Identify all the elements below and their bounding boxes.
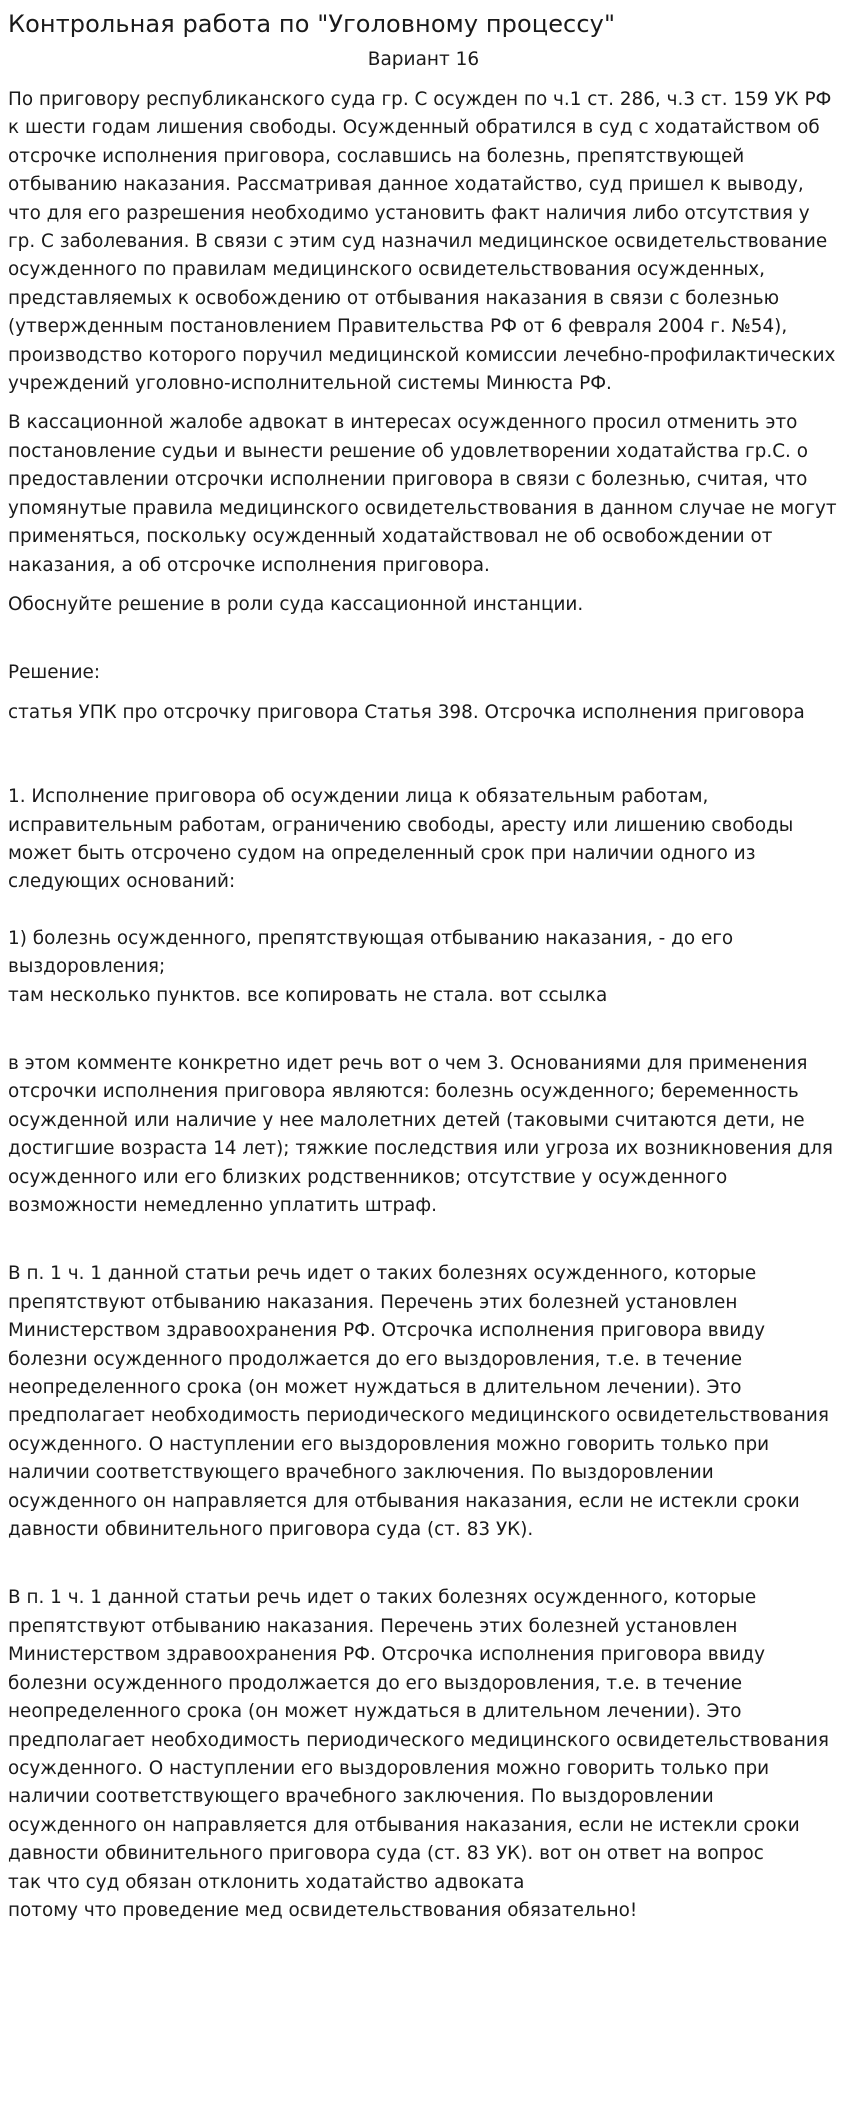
solution-article-text: 1. Исполнение приговора об осуждении лица к обязательным работам, исправительным работам, ограничению свободы, аресту или лишению свободы может быть отсрочено судом на определенный срок при наличии одного из следующих оснований:: [8, 786, 794, 893]
solution-note: там несколько пунктов. все копировать не стала. вот ссылка: [8, 984, 608, 1006]
document-title: Контрольная работа по "Уголовному процессу": [8, 10, 616, 38]
solution-commentary: в этом комменте конкретно идет речь вот о чем 3. Основаниями для применения отсрочки исполнения приговора являются: болезнь осужденного; беременность осужденной или наличие у нее малолетних детей (таковыми считаются дети, не достигшие возраста 14 лет); тяжкие последствия или угроза их возникновения для осужденного или его близких родственников; отсутствие у осужденного возможности немедленно уплатить штраф.: [8, 1052, 833, 1216]
variant-label: Вариант 16: [367, 49, 480, 70]
task-paragraph-1: По приговору республиканского суда гр. С осужден по ч.1 ст. 286, ч.3 ст. 159 УК РФ к шести годам лишения свободы. Осужденный обратился в суд с ходатайством об отсрочке исполнения приговора, сославшись на болезнь, препятствующей отбыванию наказания. Рассматривая данное ходатайство, суд пришел к выводу, что для его разрешения необходимо установить факт наличия либо отсутствия у гр. С заболевания. В связи с этим суд назначил медицинское освидетельствование осужденного по правилам медицинского освидетельствования осужденных, представляемых к освобождению от отбывания наказания в связи с болезнью (утвержденным постановлением Правительства РФ от 6 февраля 2004 г. №54), производство которого поручил медицинской комиссии лечебно-профилактических учреждений уголовно-исполнительной системы Минюста РФ.: [8, 89, 836, 395]
solution-explanation-1: В п. 1 ч. 1 данной статьи речь идет о таких болезнях осужденного, которые препятствуют отбыванию наказания. Перечень этих болезней установлен Министерством здравоохранения РФ. Отсрочка исполнения приговора ввиду болезни осужденного продолжается до его выздоровления, т.е. в течение неопределенного срока (он может нуждаться в длительном лечении). Это предполагает необходимость периодического медицинского освидетельствования осужденного. О наступлении его выздоровления можно говорить только при наличии соответствующего врачебного заключения. По выздоровлении осужденного он направляется для отбывания наказания, если не истекли сроки давности обвинительного приговора суда (ст. 83 УК).: [8, 1263, 829, 1541]
solution-explanation-2: В п. 1 ч. 1 данной статьи речь идет о таких болезнях осужденного, которые препятствуют отбыванию наказания. Перечень этих болезней установлен Министерством здравоохранения РФ. Отсрочка исполнения приговора ввиду болезни осужденного продолжается до его выздоровления, т.е. в течение неопределенного срока (он может нуждаться в длительном лечении). Это предполагает необходимость периодического медицинского освидетельствования осужденного. О наступлении его выздоровления можно говорить только при наличии соответствующего врачебного заключения. По выздоровлении осужденного он направляется для отбывания наказания, если не истекли сроки давности обвинительного приговора суда (ст. 83 УК). вот он ответ на вопрос: [8, 1587, 829, 1865]
solution-article-reference: статья УПК про отсрочку приговора Статья 398. Отсрочка исполнения приговора: [8, 701, 805, 723]
task-question: Обоснуйте решение в роли суда кассационной инстанции.: [8, 593, 584, 615]
task-paragraph-2: В кассационной жалобе адвокат в интересах осужденного просил отменить это постановление судьи и вынести решение об удовлетворении ходатайства гр.С. о предоставлении отсрочки исполнении приговора в связи с болезнью, считая, что упомянутые правила медицинского освидетельствования в данном случае не могут применяться, поскольку осужденный ходатайствовал не об освобождении от наказания, а об отсрочке исполнения приговора.: [8, 412, 837, 576]
solution-conclusion-1: так что суд обязан отклонить ходатайство адвоката: [8, 1871, 525, 1893]
solution-ground-1: 1) болезнь осужденного, препятствующая отбыванию наказания, - до его выздоровления;: [8, 927, 734, 978]
solution-conclusion-2: потому что проведение мед освидетельствования обязательно!: [8, 1899, 638, 1921]
solution-heading: Решение:: [8, 662, 101, 684]
